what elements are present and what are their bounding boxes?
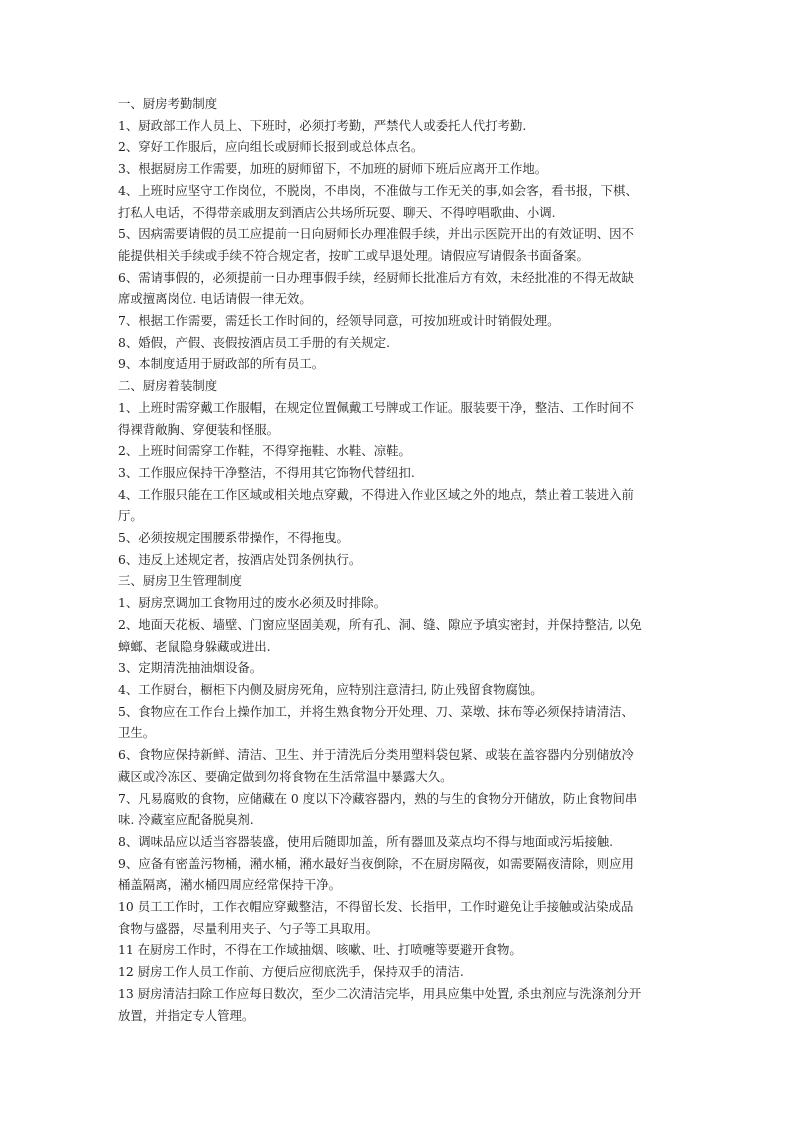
- text-line: 5、必须按规定围腰系带操作，不得拖曳。: [118, 530, 349, 546]
- text-line: 6、违反上述规定者，按酒店处罚条例执行。: [118, 551, 362, 567]
- text-line: 10 员工工作时，工作衣帽应穿戴整洁，不得留长发、长指甲，工作时避免让手接触或沾染成品: [118, 899, 634, 915]
- section-heading-dress-code: 二、厨房着装制度: [118, 378, 218, 394]
- text-line: 打私人电话，不得带亲戚朋友到酒店公共场所玩耍、聊天、不得哼唱歌曲、小调.: [118, 204, 556, 220]
- text-line: 卫生。: [118, 725, 156, 741]
- text-line: 12 厨房工作人员工作前、方便后应彻底洗手，保持双手的清洁.: [118, 964, 464, 980]
- text-line: 食物与盛器，尽量利用夹子、勺子等工具取用。: [118, 920, 379, 936]
- text-line: 4、上班时应坚守工作岗位，不脱岗，不串岗，不准做与工作无关的事,如会客，看书报，下棋、: [118, 182, 638, 198]
- text-line: 藏区或冷冻区、要确定做到勿将食物在生活常温中暴露大久。: [118, 768, 453, 784]
- text-line: 厅。: [118, 508, 143, 524]
- text-line: 能提供相关手续或手续不符合规定者，按旷工或早退处理。请假应写请假条书面备案。: [118, 247, 589, 263]
- text-line: 13 厨房清洁扫除工作应每日数次，至少二次清洁完毕，用具应集中处置, 杀虫剂应与洗涤剂分开: [118, 985, 642, 1001]
- text-line: 7、根据工作需要，需廷长工作时间的，经领导同意，可按加班或计时销假处理。: [118, 313, 560, 329]
- text-line: 3、工作服应保持干净整洁，不得用其它饰物代替纽扣.: [118, 464, 415, 480]
- section-heading-hygiene: 三、厨房卫生管理制度: [118, 573, 242, 589]
- text-line: 3、定期清洗抽油烟设备。: [118, 660, 263, 676]
- text-line: 味. 冷藏室应配备脱臭剂.: [118, 812, 254, 828]
- text-line: 1、厨政部工作人员上、下班时，必须打考勤，严禁代人或委托人代打考勤.: [118, 117, 527, 133]
- text-line: 4、工作服只能在工作区域或相关地点穿戴，不得进入作业区域之外的地点，禁止着工装进入前: [118, 486, 634, 502]
- text-line: 1、厨房烹调加工食物用过的废水必须及时排除。: [118, 595, 387, 611]
- text-line: 5、食物应在工作台上操作加工，并将生熟食物分开处理、刀、菜墩、抹布等必须保持请清洁、: [118, 703, 634, 719]
- text-line: 4、工作厨台，橱柜下内侧及厨房死角，应特别注意清扫, 防止残留食物腐蚀。: [118, 681, 543, 697]
- text-line: 1、上班时需穿戴工作服帽，在规定位置佩戴工号牌或工作证。服装要干净，整洁、工作时间不: [118, 399, 634, 415]
- text-line: 得裸背敞胸、穿便装和怪服。: [118, 421, 280, 437]
- text-line: 蟑螂、老鼠隐身躲藏或进出.: [118, 638, 271, 654]
- document-body: [118, 93, 688, 1026]
- text-line: 7、凡易腐败的食物，应储藏在 0 度以下冷藏容器内，熟的与生的食物分开储放，防止食物间串: [118, 790, 638, 806]
- text-line: 9、应备有密盖污物桶，潲水桶，潲水最好当夜倒除，不在厨房隔夜，如需要隔夜清除，则应用: [118, 855, 634, 871]
- text-line: 3、根据厨房工作需要，加班的厨师留下，不加班的厨师下班后应离开工作地。: [118, 161, 548, 177]
- text-line: 2、地面天花板、墙壁、门窗应坚固美观，所有孔、洞、缝、隙应予填实密封，并保持整洁, 以免: [118, 616, 642, 632]
- text-line: 5、因病需要请假的员工应提前一日向厨师长办理准假手续，并出示医院开出的有效证明、因不: [118, 226, 634, 242]
- text-line: 席或擅离岗位. 电话请假一律无效。: [118, 291, 312, 307]
- text-line: 2、上班时间需穿工作鞋，不得穿拖鞋、水鞋、凉鞋。: [118, 443, 411, 459]
- text-line: 放置，并指定专人管理。: [118, 1007, 255, 1023]
- text-line: 6、需请事假的，必须提前一日办理事假手续，经厨师长批准后方有效，未经批准的不得无故缺: [118, 269, 634, 285]
- text-line: 8、婚假，产假、丧假按酒店员工手册的有关规定.: [118, 334, 391, 350]
- text-line: 6、食物应保持新鲜、清洁、卫生、并于清洗后分类用塑料袋包紧、或装在盖容器内分别储放冷: [118, 747, 634, 763]
- section-heading-attendance: 一、厨房考勤制度: [118, 96, 218, 111]
- text-line: 2、穿好工作服后，应向组长或厨师长报到或总体点名。: [118, 139, 424, 155]
- text-line: 9、本制度适用于厨政部的所有员工。: [118, 356, 325, 372]
- text-line: 8、调味品应以适当容器装盛，使用后随即加盖，所有器皿及菜点均不得与地面或污垢接触.: [118, 833, 614, 849]
- text-line: 11 在厨房工作时，不得在工作域抽烟、咳嗽、吐、打喷嚏等要避开食物。: [118, 942, 522, 958]
- text-line: 桶盖隔离，潲水桶四周应经常保持干净。: [118, 877, 342, 893]
